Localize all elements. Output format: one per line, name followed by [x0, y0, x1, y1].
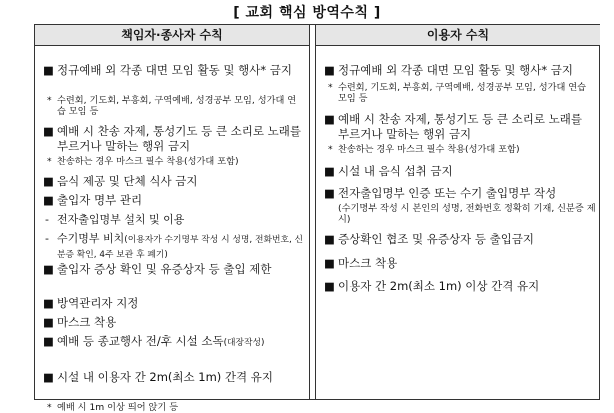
square-bullet-icon: ■ [324, 112, 335, 126]
sub-list-item-text [57, 232, 305, 262]
rules-table [34, 24, 600, 413]
disinfection-label: 예배 등 종교행사 전/후 시설 소독 [57, 334, 224, 348]
square-bullet-icon: ■ [43, 370, 54, 384]
square-bullet-icon: ■ [324, 63, 335, 77]
list-note-text: 수련회, 기도회, 부흥회, 구역예배, 성경공부 모임, 성가대 연습 모임 등 [57, 95, 297, 117]
list-item-text: 마스크 착용 [338, 256, 398, 270]
list-item-text: 증상확인 협조 및 유증상자 등 출입금지 [338, 232, 535, 246]
square-bullet-icon: ■ [324, 164, 335, 178]
asterisk-bullet-icon: * [47, 95, 52, 106]
list-item-text: 예배 시 찬송 자제, 통성기도 등 큰 소리로 노래를 부르거나 말하는 행위 금지 [57, 124, 301, 153]
list-item-text: 시설 내 음식 섭취 금지 [338, 164, 453, 178]
list-item-text: 방역관리자 지정 [57, 296, 139, 310]
right-column-header: 이용자 수칙 [315, 25, 600, 46]
list-note-text: (수기명부 작성 시 본인의 성명, 전화번호 정확히 기재, 신분증 제시) [338, 203, 596, 225]
square-bullet-icon: ■ [324, 186, 335, 200]
list-item-text: 정규예배 외 각종 대면 모임 활동 및 행사* 금지 [338, 63, 573, 77]
list-item-text: 마스크 착용 [57, 315, 117, 329]
asterisk-bullet-icon: * [47, 402, 52, 413]
list-note-text: 예배 시 1m 이상 띄어 앉기 등 [57, 402, 179, 413]
square-bullet-icon: ■ [43, 334, 54, 348]
page-title: [ 교회 핵심 방역수칙 ] [233, 5, 381, 21]
list-item-text: 시설 내 이용자 간 2m(최소 1m) 간격 유지 [57, 370, 274, 384]
list-item-text: 전자출입명부 인증 또는 수기 출입명부 작성 [338, 186, 557, 200]
list-item-text [57, 334, 305, 351]
square-bullet-icon: ■ [43, 174, 54, 188]
square-bullet-icon: ■ [43, 296, 54, 310]
square-bullet-icon: ■ [43, 63, 54, 77]
list-note-text: 수련회, 기도회, 부흥회, 구역예배, 성경공부 모임, 성가대 연습 모임 등 [338, 82, 587, 104]
square-bullet-icon: ■ [43, 315, 54, 329]
list-note-text: 찬송하는 경우 마스크 필수 착용(성가대 포함) [57, 156, 239, 167]
sub-list-item-text: 전자출입명부 설치 및 이용 [57, 213, 185, 226]
list-note-text: 찬송하는 경우 마스크 필수 착용(성가대 포함) [338, 144, 520, 155]
asterisk-bullet-icon: * [47, 156, 52, 167]
disinfection-note: (대장작성) [223, 338, 265, 348]
list-item-text: 이용자 간 2m(최소 1m) 이상 간격 유지 [338, 279, 540, 293]
handwritten-roster-note: (이용자가 수기명부 작성 시 성명, 전화번호, 신분증 확인, 4주 보관 후 폐기) [57, 235, 304, 260]
asterisk-bullet-icon: * [328, 82, 333, 93]
list-item-text: 출입자 증상 확인 및 유증상자 등 출입 제한 [57, 262, 272, 276]
list-item-text: 정규예배 외 각종 대면 모임 활동 및 행사* 금지 [57, 63, 292, 77]
handwritten-roster-label: 수기명부 비치 [57, 232, 125, 245]
square-bullet-icon: ■ [324, 232, 335, 246]
square-bullet-icon: ■ [43, 193, 54, 207]
dash-bullet-icon: - [45, 213, 49, 226]
asterisk-bullet-icon: * [328, 144, 333, 155]
square-bullet-icon: ■ [324, 279, 335, 293]
square-bullet-icon: ■ [324, 256, 335, 270]
manager-rules-column [35, 45, 310, 413]
list-item-text: 출입자 명부 관리 [57, 193, 143, 207]
user-rules-column [315, 45, 600, 399]
square-bullet-icon: ■ [43, 262, 54, 276]
dash-bullet-icon: - [45, 232, 49, 245]
list-item-text: 예배 시 찬송 자제, 통성기도 등 큰 소리로 노래를 부르거나 말하는 행위 금지 [338, 112, 582, 141]
left-column-header: 책임자·종사자 수칙 [35, 25, 310, 46]
square-bullet-icon: ■ [43, 124, 54, 138]
list-item-text: 음식 제공 및 단체 식사 금지 [57, 174, 198, 188]
